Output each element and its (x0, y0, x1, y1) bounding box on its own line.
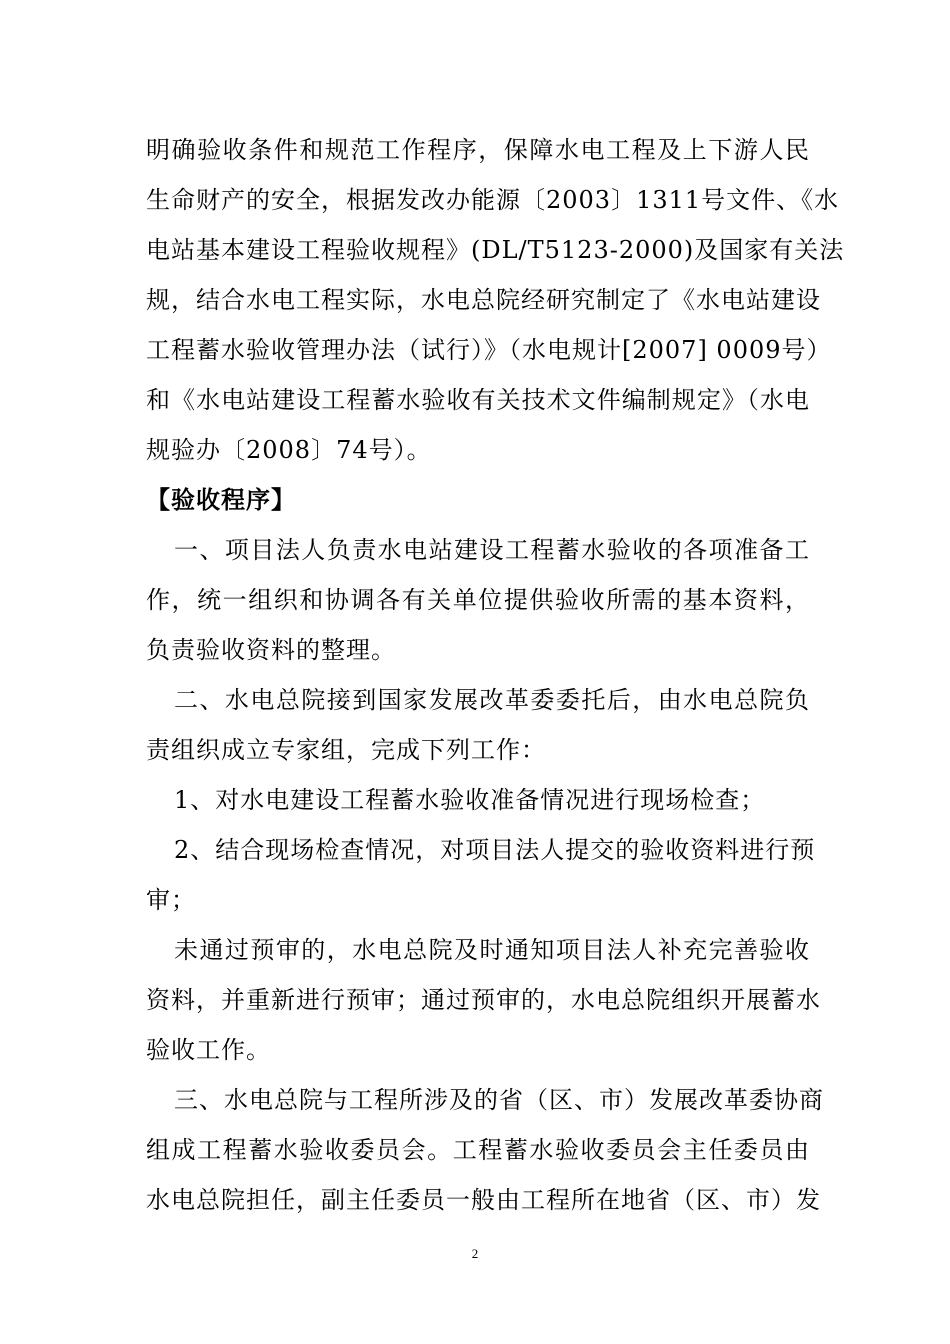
paragraph-line-9: 三、水电总院与工程所涉及的省（区、市）发展改革委协商 (174, 1086, 824, 1114)
page-number: 2 (471, 1246, 479, 1261)
body-line-5: 工程蓄水验收管理办法（试行）》（水电规计[2007] 0009号） (146, 336, 832, 364)
list-item-2: 2、结合现场检查情况，对项目法人提交的验收资料进行预 (174, 836, 816, 864)
body-line-6: 和《水电站建设工程蓄水验收有关技术文件编制规定》（水电 (146, 386, 810, 414)
paragraph-line-6: 未通过预审的，水电总院及时通知项目法人补充完善验收 (174, 936, 810, 964)
paragraph-line-2: 作，统一组织和协调各有关单位提供验收所需的基本资料， (146, 586, 810, 614)
section-heading: 【验收程序】 (146, 485, 296, 514)
paragraph-line-1: 一、项目法人负责水电站建设工程蓄水验收的各项准备工 (174, 536, 810, 564)
paragraph-line-11: 水电总院担任，副主任委员一般由工程所在地省（区、市）发 (146, 1186, 821, 1214)
body-line-2: 生命财产的安全，根据发改办能源〔2003〕1311号文件、《水 (146, 186, 840, 214)
body-line-1: 明确验收条件和规范工作程序，保障水电工程及上下游人民 (146, 136, 810, 164)
list-item-2-continuation: 审； (146, 886, 196, 914)
paragraph-line-4: 二、水电总院接到国家发展改革委委托后，由水电总院负 (174, 686, 810, 714)
paragraph-line-7: 资料，并重新进行预审；通过预审的，水电总院组织开展蓄水 (146, 986, 821, 1014)
paragraph-line-5: 责组织成立专家组，完成下列工作： (146, 736, 546, 764)
body-line-3: 电站基本建设工程验收规程》(DL/T5123-2000)及国家有关法 (146, 236, 845, 264)
paragraph-line-8: 验收工作。 (146, 1036, 271, 1064)
paragraph-line-3: 负责验收资料的整理。 (146, 636, 396, 664)
body-line-4: 规，结合水电工程实际，水电总院经研究制定了《水电站建设 (146, 286, 821, 314)
list-item-1: 1、对水电建设工程蓄水验收准备情况进行现场检查； (174, 786, 766, 814)
body-line-7: 规验办〔2008〕74号）。 (146, 436, 432, 464)
paragraph-line-10: 组成工程蓄水验收委员会。工程蓄水验收委员会主任委员由 (146, 1136, 810, 1164)
